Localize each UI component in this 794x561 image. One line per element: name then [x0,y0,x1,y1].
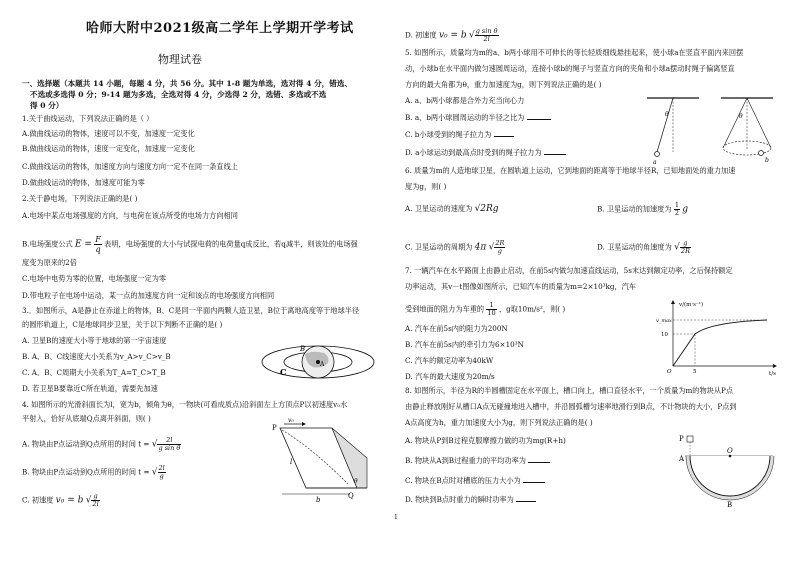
q8-option-d-blank [516,501,536,502]
q2-option-b-cont: 度变为原来的2倍 [22,258,77,267]
q3-option-b: B. A、B、C线速度大小关系为v_A>v_C>v_B [22,352,171,361]
q6-option-c-fraction [494,240,505,255]
q4-option-c-sqrt: √ [85,495,92,506]
q7-stem-line3 [405,302,565,317]
q3-orbit-figure [258,336,378,386]
q4-option-b-sqrt: √ [151,467,158,478]
q5-option-c-blank [494,136,514,137]
q4-option-d-text: D. 初速度 [405,30,437,40]
q4-option-a-sqrt: √ [151,439,158,450]
label-a: a [653,159,657,166]
q8-option-a: A. 物块从P到B过程克服摩擦力做的功为mg(R+h) [405,436,566,445]
q6-option-b-den: 2 [674,209,679,217]
q4-option-b-num: 2l [158,464,165,472]
q5-stem-line1: 5. 如图所示，质量均为m的a、b两小球用不可伸长的等长轻质细线悬挂起来，使小球a在竖直平面内来回摆 [405,48,744,57]
q7-option-a: A. 汽车在前5s内的阻力为200N [405,324,508,333]
v0-arrowhead [302,422,306,426]
q6-stem-line2: 度为g，则( ) [405,182,447,191]
q4-option-d-num: g sin θ [475,27,498,35]
label-a: A [320,361,325,368]
q4-option-a-text: A. 物块由P点运动到Q点所用的时间 t = [22,439,150,449]
label-theta-b: θ [739,113,743,120]
q7-option-c: C. 汽车的额定功率为40kW [405,356,494,365]
q8-option-b-blank [528,462,550,463]
q6-option-b [597,202,688,217]
q4-option-c-formula: v₀ = b [55,495,84,506]
q2-formula-fraction [94,235,102,254]
q6-option-d-fraction [680,240,691,255]
label-p: P [679,435,684,443]
q7-stem-line3-tail: ，g取10m/s²，则( ) [498,304,566,314]
q6-option-b-num: 1 [674,201,679,209]
q4-option-a [22,437,181,452]
q5-option-b-blank [527,119,551,120]
q4-option-c-den: 2l [92,500,99,508]
label-a: A [679,455,685,463]
t-axis-label: t/s [769,371,776,376]
section-heading-line2: 不选或多选得 0 分；9-14 题为多选，全选对得 4 分，少选得 2 分，选错、多选或不选 [30,90,327,99]
q1-option-a: A.做曲线运动的物体，速度可以不变，加速度一定变化 [22,129,195,138]
q8-option-c-blank [523,482,545,483]
q2-formula-lhs: E = [75,239,92,250]
q1-option-b: B.做曲线运动的物体，速度一定变化，加速度一定变化 [22,144,195,153]
section-heading-line1: 一、选择题（本题共 14 小题，每题 4 分，共 56 分。其中 1-8 题为单选，选对得 4 分，错选、 [22,79,353,88]
q6-option-c [405,240,505,255]
vmax-label: v_max [656,318,672,324]
q2-option-b-text: 表明，电场强度的大小与试探电荷的电荷量q成反比，若q减半，则该处的电场强 [104,239,358,249]
q7-option-b: B. 汽车在前5s内的牵引力为6×10³N [405,340,524,349]
label-b: B [300,345,306,353]
q6-option-d [597,240,691,255]
q4-stem-line1: 4. 如图所示的光滑斜面长为l，宽为b，倾角为θ，一物块(可看成质点)沿斜面左上方顶点P以初速度v₀水 [22,400,348,409]
q2-option-a: A.电场中某点电场强度的方向，与电荷在该点所受的电场力方向相同 [22,211,238,220]
q8-option-b-text: B. 物块从A到B过程重力的平均功率为 [405,456,526,465]
label-o: O [727,447,733,455]
q4-option-d [405,28,499,43]
q8-option-c [405,476,545,485]
q3-option-d: D. 若卫星B要靠近C所在轨道，需要先加速 [22,384,158,393]
q4-stem-line2: 平射入，恰好从底端Q点离开斜面，则( ) [22,414,151,423]
q6-option-c-formula: 4π [474,242,487,253]
exam-subtitle: 物理试卷 [158,53,202,66]
q4-option-d-fraction [475,28,499,43]
q4-option-c [22,493,100,508]
q5-option-d-text: D. a小球运动到最高点时受到的绳子拉力为 [405,148,542,157]
q4-option-a-num: 2l [157,437,181,445]
t-axis-arrow [773,364,777,368]
q4-option-b-text: B. 物块由P点运动到Q点所用的时间 t = [22,467,150,477]
block-p [687,436,693,442]
q4-option-b-fraction [158,465,166,480]
t5-label: 5 [693,369,697,375]
q6-option-b-g: g [682,204,689,215]
q7-fraction-num: 1 [486,302,496,310]
q3-stem-line1: 3.．如图所示，A是静止在赤道上的物体，B、C是同一平面内两颗人造卫星，B位于离地高度等于地球半径 [22,306,360,315]
label-b: b [765,157,769,164]
q5-pendulum-figure [627,92,787,167]
label-b: B [727,501,733,509]
q5-option-c-text: C. b小球受到的绳子拉力为 [405,130,492,139]
q6-option-c-num: 2R [495,239,505,247]
q5-option-a: A. a、b两小球都是合外力充当向心力 [405,96,525,105]
q4-incline-figure [262,418,380,508]
q7-stem-line2: 功率运动，其v－t图像如图所示，已知汽车的质量为m=2×10³kg，汽车 [405,282,637,291]
q2-option-b-prefix: B.电场强度公式 [22,239,73,249]
q6-option-a-text: A. 卫星运动的速度为 [405,204,473,213]
q6-option-d-den: 2R [680,247,690,255]
q4-option-d-den: 2l [483,35,490,43]
q5-option-b-text: B. a、b两小球圆周运动的半径之比为 [405,113,525,122]
q5-option-d [405,148,566,157]
ball-b [759,151,764,156]
q6-option-c-text: C. 卫星运动的周期为 [405,242,473,252]
q5-option-c [405,130,514,139]
q4-option-c-num: g [91,493,99,501]
q1-option-d: D.做曲线运动的物体，加速度可能为零 [22,178,145,187]
q6-option-d-sqrt: √ [674,242,680,253]
q8-groove-figure [673,430,783,510]
q7-stem-line3-text: 受到地面的阻力为车重的 [405,304,485,314]
q8-stem-line2: 由静止释放刚好从槽口A点无碰撞地进入槽中，并沿圆弧槽匀速率地滑行到B点，不计物块的大小，P点到 [405,402,737,411]
q8-stem-line1: 8. 如图所示，半径为R的半圆槽固定在水平面上，槽口向上，槽口直径水平，一个质量为m的物块从P点 [405,386,734,395]
q7-fraction-den: 10 [487,309,496,317]
q1-option-c: C.做曲线运动的物体，加速度方向与速度方向一定不在同一条直线上 [22,162,238,171]
q2-formula-denominator: q [95,245,101,254]
label-theta: θ [354,478,358,485]
cone-right [747,98,771,148]
label-q: Q [348,492,354,500]
q3-option-c: C. A、B、C周期大小关系为T_A=T_C>T_B [22,368,166,377]
label-p: P [272,424,277,432]
q4-option-d-sqrt: √ [468,30,475,41]
q6-option-a [405,204,499,214]
q5-stem-line3: 方向的最大角都为θ，重力加速度为g，则下列说法正确的是( ) [405,80,602,89]
q6-option-b-text: B. 卫星运动的加速度为 [597,204,672,214]
q7-vt-graph [655,298,785,376]
q4-option-b [22,465,166,480]
q5-option-b [405,113,551,122]
q8-option-d-text: D. 物块到B点时重力的瞬时功率为 [405,495,514,504]
label-c: C [280,367,287,377]
q8-stem-line3: A点高度为h，重力加速度大小为g，则下列说法正确的是( ) [405,418,593,427]
center-o [729,455,732,458]
origin-label: O [667,369,672,375]
incline-side [332,428,367,488]
q2-option-b [22,235,358,254]
q3-option-a: A. 卫星B的速度大小等于地球的第一宇宙速度 [22,336,167,345]
q1-stem: 1.关于曲线运动，下列说法正确的是（ ） [22,114,154,123]
label-theta-a: θ [665,111,669,118]
ball-a [655,152,660,157]
q3-stem-line2: 的圆形轨道上，C是地球同步卫星，关于以下判断不正确的是( ) [22,320,223,329]
q6-option-c-sqrt: √ [488,242,495,253]
q2-option-c: C.电场中电势为零的位置，电场强度一定为零 [22,274,167,283]
q4-option-c-fraction [91,493,99,508]
q4-option-a-den: g sin θ [158,444,181,452]
q4-option-b-den: g [159,472,164,480]
q6-stem-line1: 6. 质量为m的人造地球卫星，在圆轨道上运动，它到地面的距离等于地球半径R，已知地面处的重力加速 [405,166,736,175]
q8-option-c-text: C. 物块在B点时对槽底的压力大小为 [405,476,521,485]
q6-option-a-formula: √2Rg [474,204,499,214]
q5-stem-line2: 动，小球b在水平面内做匀速圆周运动，连接小球b的绳子与竖直方向的夹角和小球a摆动时绳子偏离竖直 [405,64,735,73]
q2-formula-numerator: F [95,235,101,244]
q8-option-d [405,495,536,504]
q2-option-d: D.带电粒子在电场中运动，某一点的加速度方向一定和该点的电场强度方向相同 [22,291,275,300]
pendulum-string [657,98,673,152]
label-l: l [290,458,293,466]
exam-title: 哈师大附中2021级高二学年上学期开学考试 [86,21,354,36]
q5-option-d-blank [544,154,566,155]
page-number: 1 [394,514,398,521]
q6-option-d-text: D. 卫星运动的角速度为 [597,242,672,252]
label-v0: v₀ [288,418,294,424]
q6-option-d-num: g [680,240,691,248]
q6-option-c-den: g [497,247,502,255]
q2-stem: 2.关于静电场，下列说法正确的是( ) [22,194,138,203]
q4-option-d-formula: v₀ = b [438,30,467,41]
v10-label: 10 [661,332,668,338]
q7-fraction [486,302,496,317]
q6-option-b-fraction [674,202,680,217]
section-heading-line3: 得 0 分） [30,101,64,110]
vt-curve [673,320,767,366]
q8-option-b [405,456,550,465]
label-b-width: b [316,496,321,504]
q4-option-c-text: C. 初速度 [22,495,54,505]
q7-stem-line1: 7. 一辆汽车在水平路面上由静止启动，在前5s内做匀加速直线运动，5s末达到额定功率，之后保持额定 [405,266,733,275]
cone-left [723,98,747,148]
v-axis-label: v/(m·s⁻¹) [679,302,704,308]
v-axis-arrow [671,300,675,304]
q7-option-d: D. 汽车的最大速度为20m/s [405,372,495,381]
q4-option-a-fraction [157,437,181,452]
